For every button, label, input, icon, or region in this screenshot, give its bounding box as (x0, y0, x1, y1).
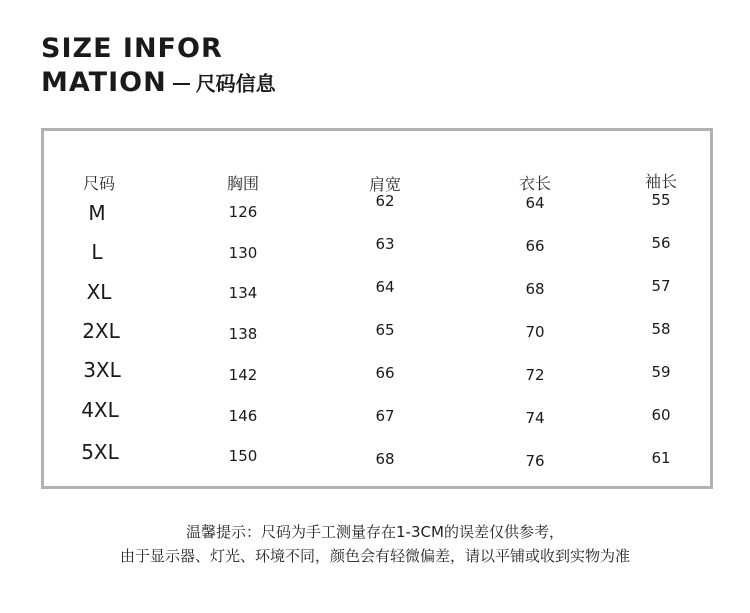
header-sleeve: 袖长 (644, 172, 678, 191)
table-cell-shoulder: 68 (375, 450, 395, 468)
table-cell-shoulder: 67 (375, 407, 395, 425)
table-cell-chest: 138 (228, 325, 258, 343)
table-cell-length: 74 (525, 409, 545, 427)
heading-dash (173, 83, 190, 85)
table-row-size: L (91, 240, 103, 264)
table-cell-sleeve: 61 (651, 449, 671, 467)
table-cell-length: 64 (525, 194, 545, 212)
table-cell-sleeve: 55 (651, 191, 671, 209)
table-row-size: M (88, 201, 106, 225)
table-cell-shoulder: 65 (375, 321, 395, 339)
notice-line-2: 由于显示器、灯光、环境不同，颜色会有轻微偏差，请以平铺或收到实物为准 (119, 547, 630, 565)
table-cell-chest: 146 (228, 407, 258, 425)
table-cell-chest: 134 (228, 284, 258, 302)
table-cell-length: 72 (525, 366, 545, 384)
table-cell-chest: 150 (228, 447, 258, 465)
table-cell-length: 70 (525, 323, 545, 341)
table-cell-sleeve: 56 (651, 234, 671, 252)
table-cell-sleeve: 58 (651, 320, 671, 338)
heading-line-2-text: MATION (41, 67, 167, 98)
table-cell-length: 68 (525, 280, 545, 298)
table-cell-chest: 130 (228, 244, 258, 262)
header-length: 衣长 (518, 174, 552, 193)
notice-line-1: 温馨提示：尺码为手工测量存在1-3CM的误差仅供参考， (186, 523, 564, 541)
table-cell-sleeve: 57 (651, 277, 671, 295)
table-cell-shoulder: 63 (375, 235, 395, 253)
table-row-size: 4XL (81, 398, 119, 422)
table-cell-shoulder: 64 (375, 278, 395, 296)
header-chest: 胸围 (226, 174, 260, 193)
table-cell-length: 76 (525, 452, 545, 470)
table-cell-sleeve: 60 (651, 406, 671, 424)
table-row-size: 5XL (81, 440, 119, 464)
table-cell-sleeve: 59 (651, 363, 671, 381)
size-table (41, 128, 713, 489)
heading-line-1: SIZE INFOR (41, 33, 223, 64)
table-cell-shoulder: 66 (375, 364, 395, 382)
header-size: 尺码 (82, 174, 116, 193)
heading-line-2 (41, 66, 276, 101)
table-row-size: XL (86, 280, 112, 304)
table-row-size: 2XL (82, 319, 120, 343)
table-row-size: 3XL (83, 358, 121, 382)
table-cell-length: 66 (525, 237, 545, 255)
table-cell-chest: 142 (228, 366, 258, 384)
page-heading (41, 32, 276, 101)
heading-subtitle: 尺码信息 (195, 71, 276, 96)
table-cell-shoulder: 62 (375, 192, 395, 210)
table-cell-chest: 126 (228, 203, 258, 221)
header-shoulder: 肩宽 (368, 175, 402, 194)
